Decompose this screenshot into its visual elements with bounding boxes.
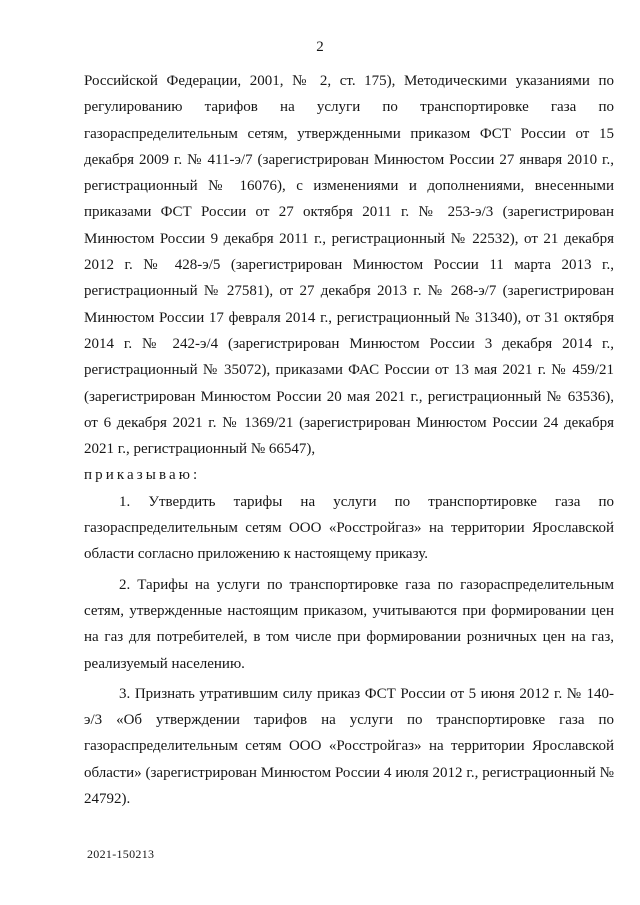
document-code: 2021-150213	[87, 847, 155, 861]
page-number: 2	[316, 39, 324, 55]
order-item-2: 2. Тарифы на услуги по транспортировке газа по газораспределительным сетям, утвержденные настоящим приказом, учитываются при формировании цен на газ для потребителей, в том числе при формировании розничных цен на газ, реализуемый населению.	[84, 576, 614, 672]
order-word: приказываю:	[84, 467, 201, 484]
order-item-1: 1. Утвердить тарифы на услуги по транспортировке газа по газораспределительным сетям ООО «Росстройгаз» на территории Ярославской области согласно приложению к настоящему приказу.	[84, 493, 614, 563]
order-item-3: 3. Признать утратившим силу приказ ФСТ России от 5 июня 2012 г. № 140-э/3 «Об утверждении тарифов на услуги по транспортировке газа по газораспределительным сетям ООО «Росстройгаз» на территории Ярославской области» (зарегистрирован Минюстом России 4 июля 2012 г., регистрационный № 24792).	[84, 685, 614, 808]
document-body	[84, 68, 614, 812]
preamble-paragraph: Российской Федерации, 2001, № 2, ст. 175), Методическими указаниями по регулированию тарифов на услуги по транспортировке газа по газораспределительным сетям, утвержденными приказом ФСТ России от 15 декабря 2009 г. № 411-э/7 (зарегистрирован Минюстом России 27 января 2010 г., регистрационный № 16076), с изменениями и дополнениями, внесенными приказами ФСТ России от 27 октября 2011 г. № 253-э/3 (зарегистрирован Минюстом России 9 декабря 2011 г., регистрационный № 22532), от 21 декабря 2012 г. № 428-э/5 (зарегистрирован Минюстом России 11 марта 2013 г., регистрационный № 27581), от 27 декабря 2013 г. № 268-э/7 (зарегистрирован Минюстом России 17 февраля 2014 г., регистрационный № 31340), от 31 октября 2014 г. № 242-э/4 (зарегистрирован Минюстом России 3 декабря 2014 г., регистрационный № 35072), приказами ФАС России от 13 мая 2021 г. № 459/21 (зарегистрирован Минюстом России 20 мая 2021 г., регистрационный № 63536), от 6 декабря 2021 г. № 1369/21 (зарегистрирован Минюстом России 24 декабря 2021 г., регистрационный № 66547),	[84, 73, 614, 458]
